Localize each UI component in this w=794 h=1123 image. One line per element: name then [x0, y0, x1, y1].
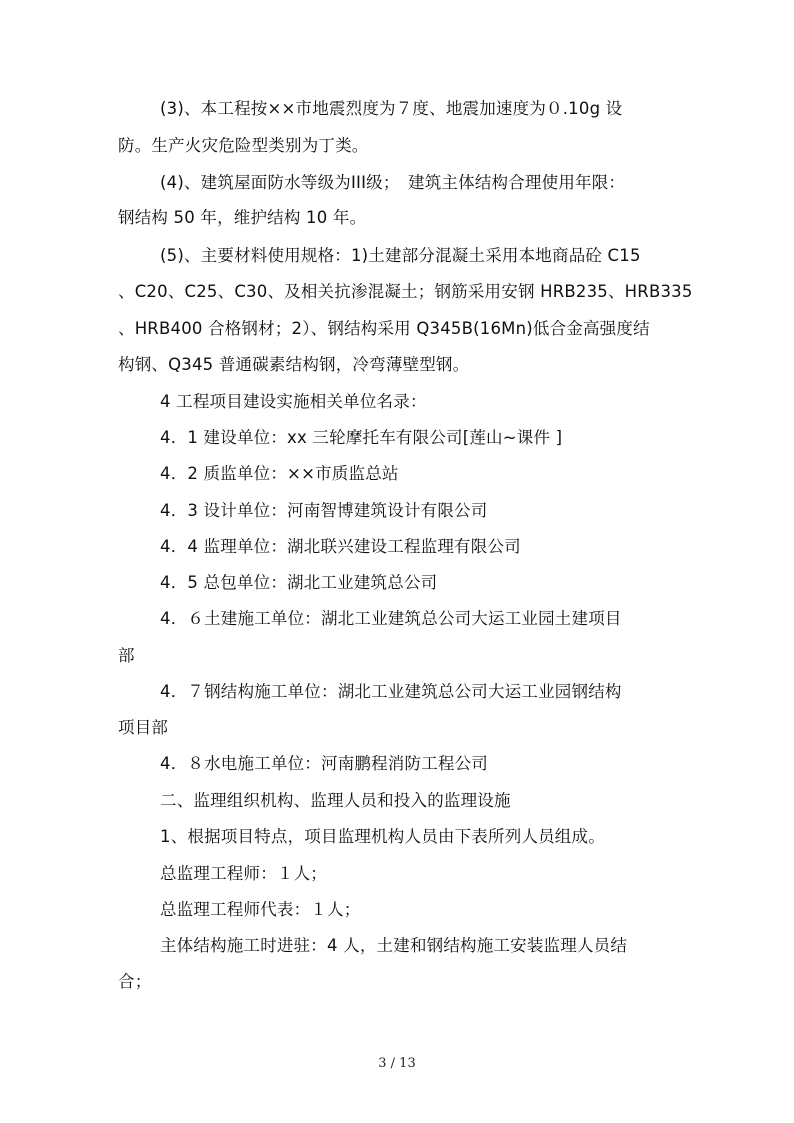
- paragraph-materials-line2: 、C20、C25、C30、及相关抗渗混凝土；钢筋采用安钢 HRB235、HRB335: [118, 282, 693, 301]
- unit-construction: 4．1 建设单位：xx 三轮摩托车有限公司[莲山~课件 ]: [160, 428, 563, 447]
- unit-quality-supervision: 4．2 质监单位：××市质监总站: [160, 464, 399, 483]
- paragraph-materials-line1: (5)、主要材料使用规格：1)土建部分混凝土采用本地商品砼 C15: [160, 246, 641, 265]
- staff-main-structure-line1: 主体结构施工时进驻：4 人，土建和钢结构施工安装监理人员结: [160, 936, 628, 955]
- unit-supervision: 4．4 监理单位：湖北联兴建设工程监理有限公司: [160, 537, 521, 556]
- staff-chief-engineer: 总监理工程师：１人；: [160, 864, 327, 883]
- unit-civil-line1: 4．６土建施工单位：湖北工业建筑总公司大运工业园土建项目: [160, 609, 622, 628]
- paragraph-materials-line3: 、HRB400 合格钢材；2）、钢结构采用 Q345B(16Mn)低合金高强度结: [118, 319, 650, 338]
- unit-steel-line1: 4．７钢结构施工单位：湖北工业建筑总公司大运工业园钢结构: [160, 682, 622, 701]
- paragraph-seismic-line2: 防。生产火灾危险型类别为丁类。: [118, 136, 369, 155]
- unit-general-contractor: 4．5 总包单位：湖北工业建筑总公司: [160, 573, 438, 592]
- paragraph-staffing: 1、根据项目特点，项目监理机构人员由下表所列人员组成。: [160, 827, 605, 846]
- heading-units-list: 4 工程项目建设实施相关单位名录：: [160, 392, 427, 411]
- unit-civil-line2: 部: [118, 646, 135, 665]
- staff-main-structure-line2: 合；: [118, 972, 152, 991]
- page-number: 3 / 13: [378, 1056, 416, 1071]
- paragraph-materials-line4: 构钢、Q345 普通碳素结构钢，冷弯薄壁型钢。: [118, 355, 470, 374]
- unit-steel-line2: 项目部: [118, 718, 169, 737]
- paragraph-waterproof-line2: 钢结构 50 年，维护结构 10 年。: [118, 208, 367, 227]
- unit-plumbing-electric: 4．８水电施工单位：河南鹏程消防工程公司: [160, 754, 488, 773]
- paragraph-waterproof-line1: (4)、建筑屋面防水等级为III级； 建筑主体结构合理使用年限：: [160, 173, 626, 192]
- staff-chief-representative: 总监理工程师代表：１人；: [160, 900, 361, 919]
- heading-section-two: 二、监理组织机构、监理人员和投入的监理设施: [160, 791, 511, 810]
- unit-design: 4．3 设计单位：河南智博建筑设计有限公司: [160, 501, 488, 520]
- paragraph-seismic-line1: (3)、本工程按××市地震烈度为７度、地震加速度为０.10g 设: [160, 99, 623, 118]
